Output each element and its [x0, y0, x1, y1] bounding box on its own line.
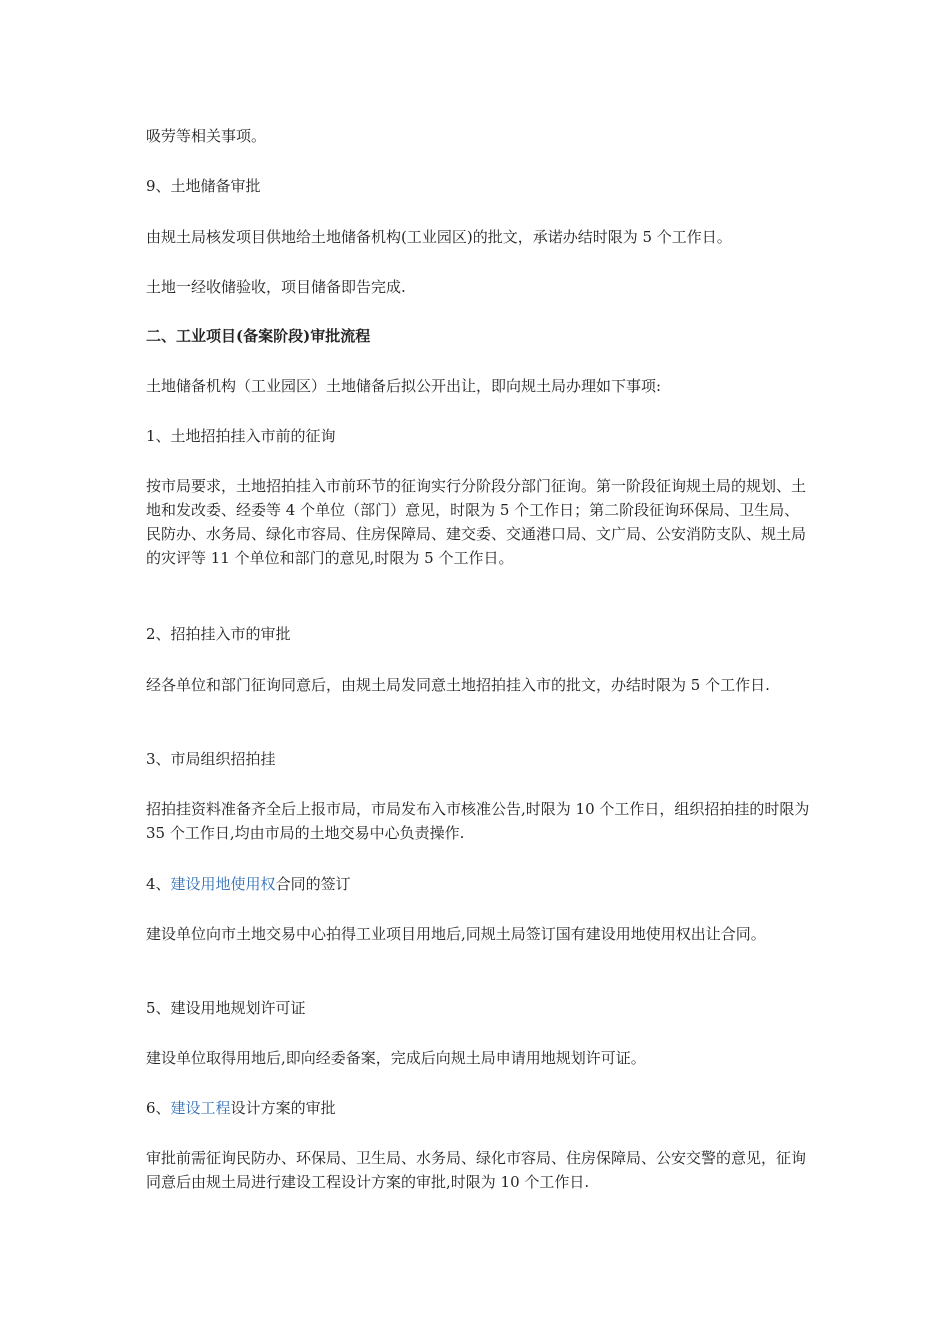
section-item-6 — [146, 1096, 810, 1120]
paragraph: 由规土局核发项目供地给土地储备机构(工业园区)的批文，承诺办结时限为 5 个工作日。 — [146, 228, 732, 246]
paragraph: 吸劳等相关事项。 — [146, 127, 267, 145]
paragraph: 经各单位和部门征询同意后，由规土局发同意土地招拍挂入市的批文，办结时限为 5 个工作日. — [146, 676, 770, 694]
section-item-4 — [146, 872, 810, 896]
item-number: 4、 — [146, 875, 171, 893]
link-land-use-right[interactable]: 建设用地使用权 — [170, 875, 276, 893]
section-item-2: 2、招拍挂入市的审批 — [146, 625, 291, 643]
item-title: 合同的签订 — [275, 875, 351, 893]
paragraph: 土地一经收储验收，项目储备即告完成. — [146, 278, 406, 296]
link-construction-project[interactable]: 建设工程 — [170, 1099, 231, 1117]
paragraph: 建设单位取得用地后,即向经委备案，完成后向规土局申请用地规划许可证。 — [146, 1049, 646, 1067]
item-title: 设计方案的审批 — [230, 1099, 336, 1117]
item-number: 6、 — [146, 1099, 171, 1117]
section-item-3: 3、市局组织招拍挂 — [146, 750, 276, 768]
section-heading: 二、工业项目(备案阶段)审批流程 — [146, 327, 371, 345]
paragraph: 建设单位向市土地交易中心拍得工业项目用地后,同规土局签订国有建设用地使用权出让合同。 — [146, 925, 766, 943]
section-item-1: 1、土地招拍挂入市前的征询 — [146, 427, 336, 445]
paragraph: 土地储备机构（工业园区）土地储备后拟公开出让，即向规土局办理如下事项: — [146, 377, 662, 395]
section-item-5: 5、建设用地规划许可证 — [146, 999, 306, 1017]
paragraph: 招拍挂资料准备齐全后上报市局，市局发布入市核准公告,时限为 10 个工作日，组织招拍挂的时限为 35 个工作日,均由市局的土地交易中心负责操作. — [146, 800, 810, 842]
paragraph: 按市局要求，土地招拍挂入市前环节的征询实行分阶段分部门征询。第一阶段征询规土局的规划、土地和发改委、经委等 4 个单位（部门）意见，时限为 5 个工作日；第二阶段征询环保局、卫生局、民防办、水务局、绿化市容局、住房保障局、建交委、交通港口局、文广局、公安消防支队、规土局的灾评等 11 个单位和部门的意见,时限为 5 个工作日。 — [146, 477, 807, 567]
paragraph: 审批前需征询民防办、环保局、卫生局、水务局、绿化市容局、住房保障局、公安交警的意见，征询同意后由规土局进行建设工程设计方案的审批,时限为 10 个工作日. — [146, 1149, 807, 1191]
section-item-9: 9、土地储备审批 — [146, 177, 261, 195]
